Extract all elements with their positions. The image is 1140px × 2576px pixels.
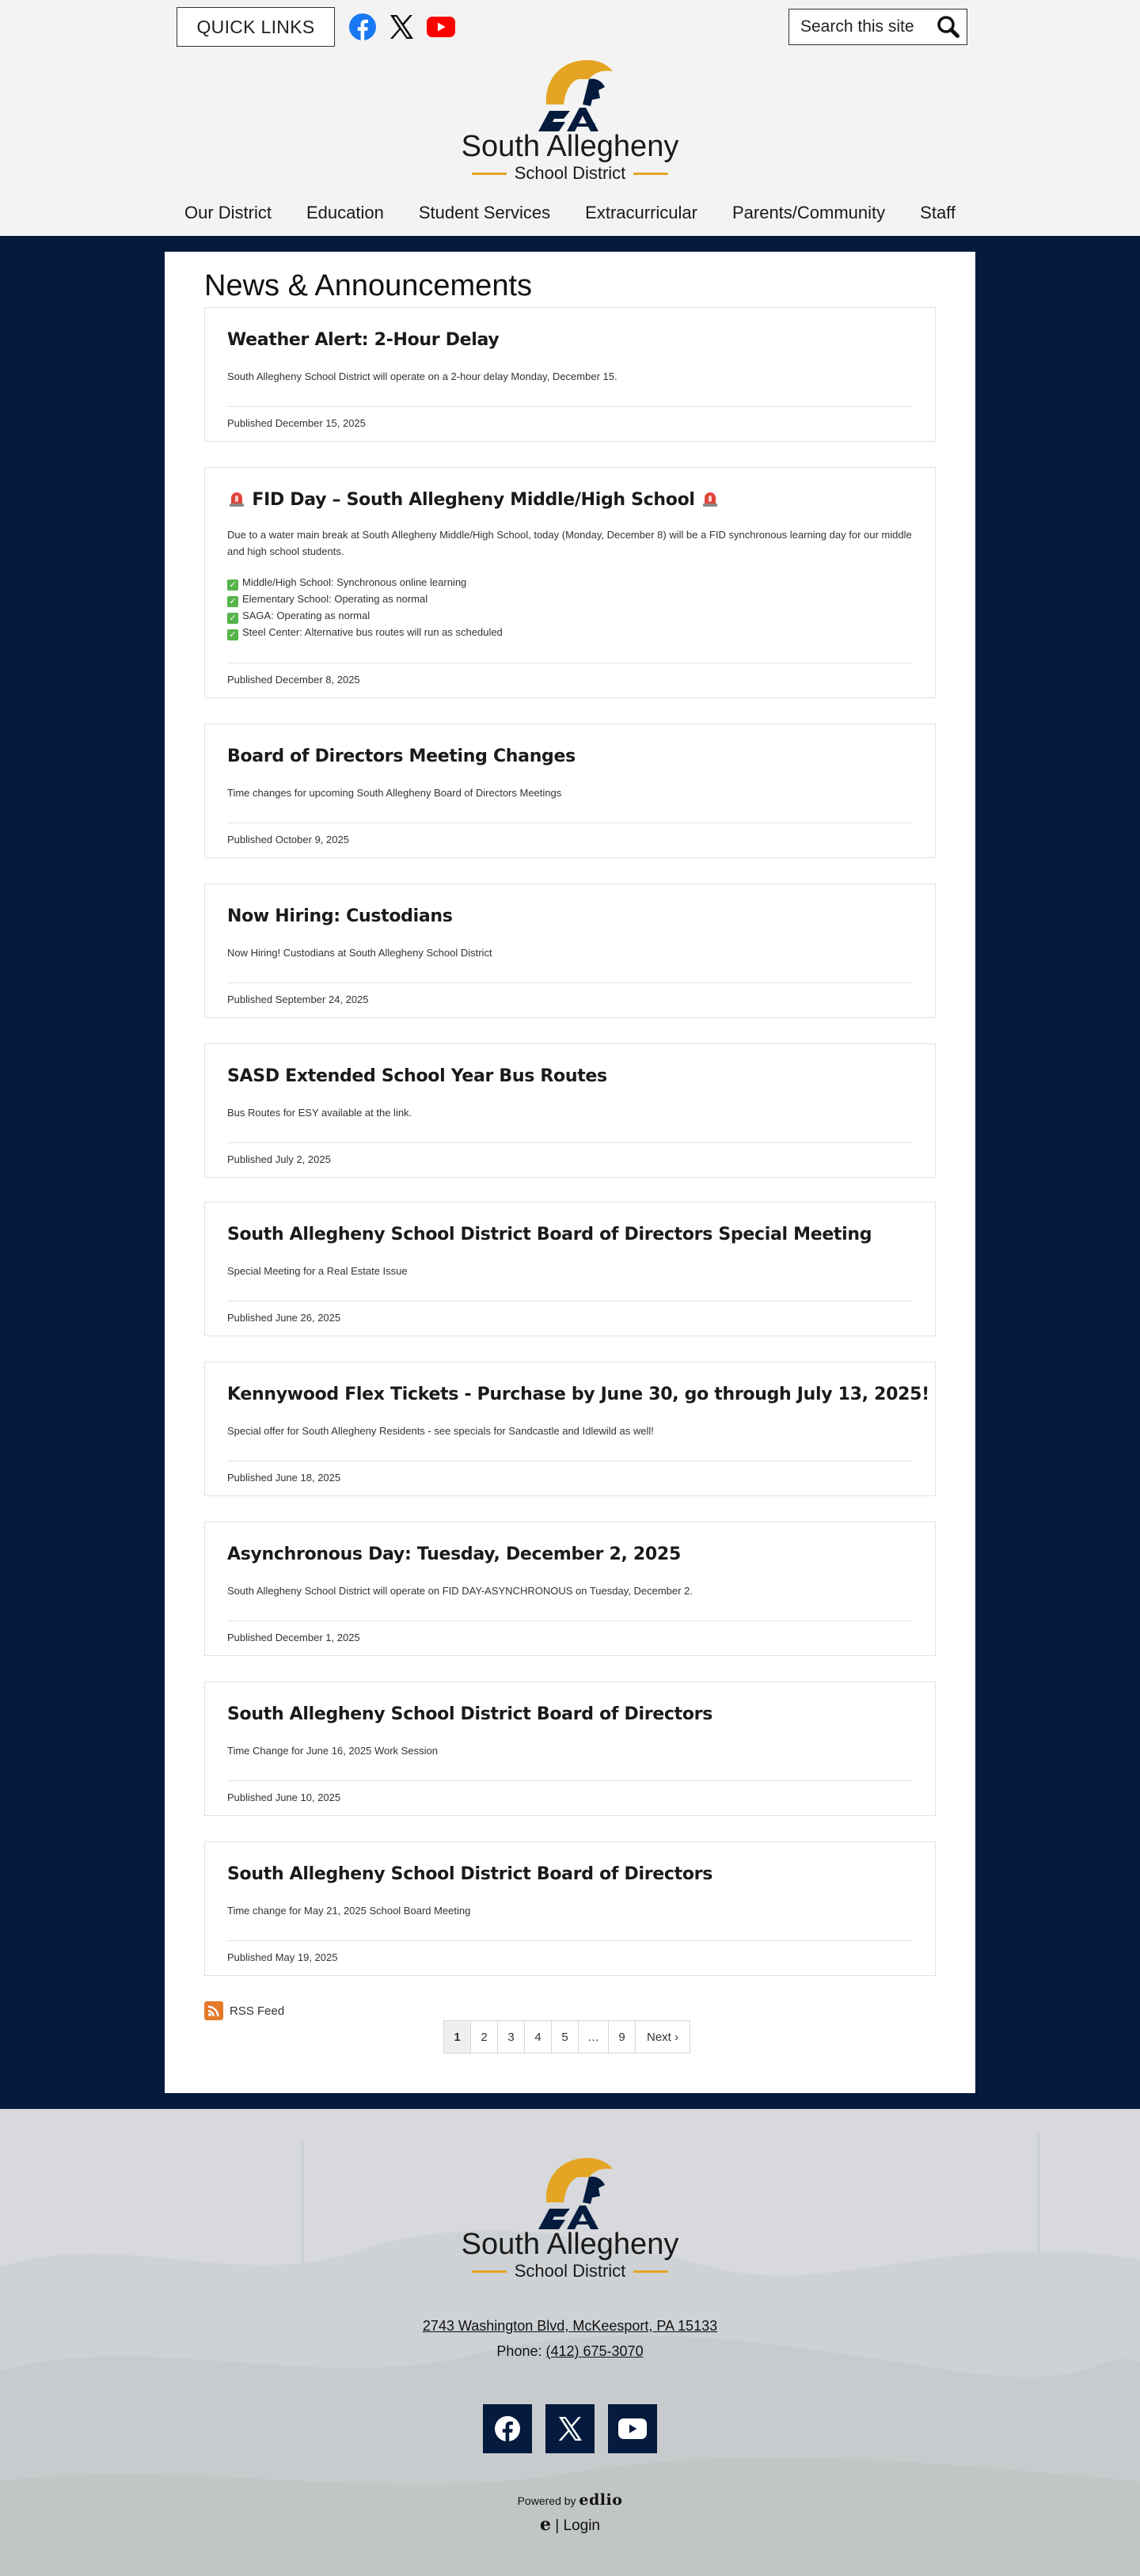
list-item: ✓ Middle/High School: Synchronous online learning bbox=[227, 574, 913, 591]
article-summary: Due to a water main break at South Allegheny Middle/High School, today (Monday, December 8) will be a FID synchronous learning day for our middle and high school students. bbox=[227, 529, 912, 557]
article-card bbox=[204, 467, 936, 698]
article-summary: Time Change for June 16, 2025 Work Session bbox=[227, 1745, 438, 1757]
next-page-button[interactable]: Next › bbox=[647, 2030, 679, 2044]
divider bbox=[227, 1940, 913, 1941]
article-title[interactable] bbox=[227, 488, 720, 510]
page-2[interactable]: 2 bbox=[471, 2021, 498, 2053]
article-title[interactable]: South Allegheny School District Board of Directors bbox=[227, 1704, 712, 1724]
logo-subtitle: School District bbox=[514, 2261, 626, 2281]
quick-links-button[interactable]: QUICK LINKS bbox=[177, 7, 335, 47]
logo-name: South Allegheny bbox=[461, 2228, 679, 2261]
logo-subtitle-row bbox=[459, 2261, 681, 2282]
facebook-icon bbox=[349, 13, 376, 40]
article-date: Published June 10, 2025 bbox=[227, 1791, 341, 1803]
edlio-brand: edlio bbox=[579, 2491, 623, 2509]
address-link[interactable]: 2743 Washington Blvd, McKeesport, PA 15133 bbox=[422, 2318, 718, 2334]
article-date: Published December 1, 2025 bbox=[227, 1632, 360, 1643]
footer-facebook-link[interactable] bbox=[483, 2404, 532, 2453]
main-nav bbox=[0, 203, 1140, 223]
list-item: ✓ SAGA: Operating as normal bbox=[227, 607, 913, 624]
page-ellipsis: … bbox=[579, 2021, 609, 2053]
search-input[interactable] bbox=[800, 17, 927, 36]
logo-divider bbox=[633, 173, 668, 175]
logo-divider bbox=[472, 173, 507, 175]
nav-our-district[interactable]: Our District bbox=[184, 203, 272, 222]
article-summary: Time changes for upcoming South Allegheny Board of Directors Meetings bbox=[227, 787, 562, 799]
logo-divider bbox=[633, 2270, 668, 2273]
x-icon bbox=[557, 2415, 583, 2442]
footer-address bbox=[0, 2318, 1140, 2335]
page-1[interactable]: 1 bbox=[444, 2021, 471, 2053]
footer-youtube-link[interactable] bbox=[608, 2404, 657, 2453]
article-title[interactable]: Kennywood Flex Tickets - Purchase by June 30, go through July 13, 2025! bbox=[227, 1385, 929, 1404]
spartan-helmet-logo bbox=[522, 2153, 618, 2232]
article-card bbox=[204, 1681, 936, 1816]
article-summary: South Allegheny School District will operate on FID DAY-ASYNCHRONOUS on Tuesday, December 2. bbox=[227, 1585, 693, 1597]
check-icon: ✓ bbox=[227, 596, 238, 607]
siren-icon bbox=[227, 488, 246, 507]
nav-education[interactable]: Education bbox=[306, 203, 384, 222]
nav-student-services[interactable]: Student Services bbox=[418, 203, 551, 222]
page-title: News & Announcements bbox=[204, 269, 533, 302]
login-label: Login bbox=[563, 2517, 600, 2534]
article-summary: Bus Routes for ESY available at the link. bbox=[227, 1107, 412, 1119]
article-title-text: FID Day – South Allegheny Middle/High School bbox=[252, 490, 695, 510]
facebook-link[interactable] bbox=[347, 11, 378, 43]
article-date: Published December 8, 2025 bbox=[227, 674, 360, 686]
page-5[interactable]: 5 bbox=[552, 2021, 579, 2053]
article-summary: Special Meeting for a Real Estate Issue bbox=[227, 1265, 408, 1277]
article-card bbox=[204, 724, 936, 858]
article-date: Published October 9, 2025 bbox=[227, 834, 349, 845]
page-9[interactable]: 9 bbox=[609, 2021, 636, 2053]
article-date: Published May 19, 2025 bbox=[227, 1951, 338, 1963]
article-summary: South Allegheny School District will operate on a 2-hour delay Monday, December 15. bbox=[227, 370, 618, 382]
list-item: ✓ Elementary School: Operating as normal bbox=[227, 591, 913, 607]
siren-icon bbox=[701, 488, 720, 507]
rss-label: RSS Feed bbox=[230, 2004, 285, 2018]
youtube-icon bbox=[618, 2418, 647, 2439]
article-card bbox=[204, 1522, 936, 1656]
check-icon: ✓ bbox=[227, 629, 238, 640]
article-summary: Now Hiring! Custodians at South Allegheny School District bbox=[227, 947, 492, 959]
article-date: Published June 18, 2025 bbox=[227, 1472, 341, 1484]
search-box bbox=[788, 9, 967, 45]
phone-link[interactable]: (412) 675-3070 bbox=[545, 2343, 644, 2359]
logo-subtitle: School District bbox=[514, 163, 626, 183]
powered-by-label: Powered by bbox=[517, 2494, 580, 2507]
rss-icon bbox=[204, 2001, 223, 2020]
login-link[interactable]: e | Login bbox=[540, 2514, 600, 2535]
footer-x-link[interactable] bbox=[545, 2404, 595, 2453]
article-card bbox=[204, 1202, 936, 1336]
article-summary: Time change for May 21, 2025 School Board Meeting bbox=[227, 1905, 471, 1917]
article-bullet-list bbox=[227, 574, 913, 640]
article-date: Published July 2, 2025 bbox=[227, 1153, 331, 1165]
article-title[interactable]: Weather Alert: 2-Hour Delay bbox=[227, 330, 500, 350]
article-card bbox=[204, 1841, 936, 1976]
article-card bbox=[204, 1362, 936, 1496]
article-title[interactable]: SASD Extended School Year Bus Routes bbox=[227, 1066, 607, 1086]
powered-by[interactable] bbox=[0, 2491, 1140, 2509]
article-title[interactable]: Asynchronous Day: Tuesday, December 2, 2025 bbox=[227, 1544, 681, 1564]
edlio-e-icon: e bbox=[540, 2514, 551, 2535]
district-logo[interactable] bbox=[459, 55, 681, 190]
logo-divider bbox=[472, 2270, 507, 2273]
search-button[interactable] bbox=[935, 13, 962, 40]
article-title[interactable]: Board of Directors Meeting Changes bbox=[227, 747, 576, 766]
article-date: Published June 26, 2025 bbox=[227, 1312, 341, 1324]
pagination bbox=[443, 2020, 690, 2054]
logo-subtitle-row bbox=[459, 163, 681, 184]
divider bbox=[227, 1780, 913, 1781]
search-icon bbox=[937, 15, 960, 39]
nav-extracurricular[interactable]: Extracurricular bbox=[585, 203, 697, 222]
footer-district-logo[interactable] bbox=[459, 2153, 681, 2288]
x-icon bbox=[388, 13, 415, 40]
nav-parents-community[interactable]: Parents/Community bbox=[732, 203, 886, 222]
footer-phone bbox=[0, 2343, 1140, 2360]
article-card bbox=[204, 1043, 936, 1178]
rss-feed-link[interactable] bbox=[204, 2001, 284, 2020]
article-card bbox=[204, 883, 936, 1018]
nav-staff[interactable]: Staff bbox=[920, 203, 956, 222]
divider bbox=[227, 982, 913, 983]
article-title[interactable]: South Allegheny School District Board of Directors Special Meeting bbox=[227, 1225, 872, 1244]
divider bbox=[227, 1620, 913, 1621]
article-card bbox=[204, 307, 936, 442]
x-link[interactable] bbox=[386, 11, 417, 43]
youtube-icon bbox=[427, 17, 455, 37]
site-header bbox=[0, 0, 1140, 236]
spartan-helmet-logo bbox=[522, 55, 618, 135]
article-title[interactable]: South Allegheny School District Board of Directors bbox=[227, 1864, 712, 1884]
list-item: ✓ Steel Center: Alternative bus routes will run as scheduled bbox=[227, 624, 913, 640]
facebook-icon bbox=[494, 2415, 521, 2442]
check-icon: ✓ bbox=[227, 613, 238, 624]
article-date: Published September 24, 2025 bbox=[227, 994, 369, 1005]
page-4[interactable]: 4 bbox=[525, 2021, 552, 2053]
logo-name: South Allegheny bbox=[461, 130, 679, 163]
divider bbox=[227, 1142, 913, 1143]
article-title[interactable]: Now Hiring: Custodians bbox=[227, 906, 453, 926]
youtube-link[interactable] bbox=[425, 11, 457, 43]
divider bbox=[227, 406, 913, 407]
article-summary: Special offer for South Allegheny Residents - see specials for Sandcastle and Idlewild as well! bbox=[227, 1425, 654, 1437]
page-3[interactable]: 3 bbox=[498, 2021, 525, 2053]
check-icon: ✓ bbox=[227, 579, 238, 591]
article-date: Published December 15, 2025 bbox=[227, 417, 366, 429]
phone-label: Phone: bbox=[496, 2343, 546, 2359]
